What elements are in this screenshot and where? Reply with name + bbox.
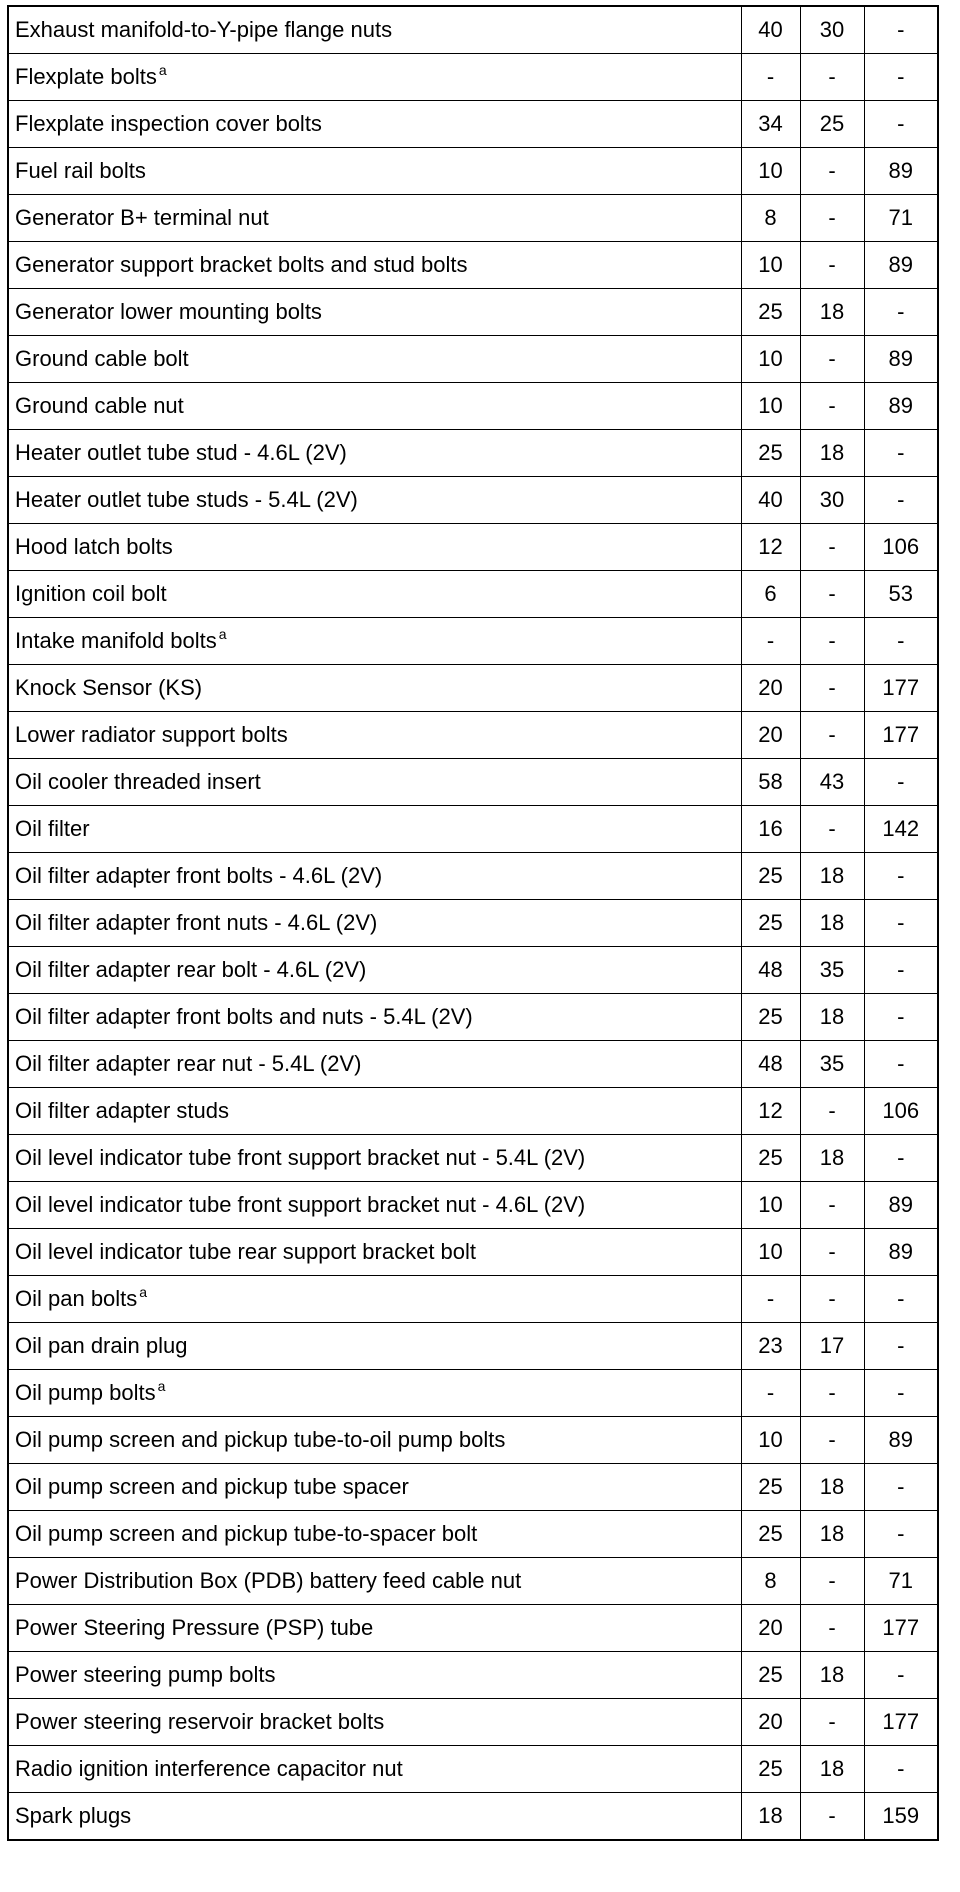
torque-lbft-cell: -: [800, 148, 864, 195]
component-description-cell: [8, 1229, 741, 1276]
table-row: [8, 712, 938, 759]
torque-lbft-cell: -: [800, 1088, 864, 1135]
torque-lbin-cell: -: [864, 477, 938, 524]
torque-lbin-cell: -: [864, 759, 938, 806]
torque-lbin-cell: -: [864, 1370, 938, 1417]
component-description-cell: [8, 665, 741, 712]
torque-nm-cell: -: [741, 1276, 800, 1323]
torque-nm-cell: 20: [741, 1605, 800, 1652]
component-description: Power steering pump bolts: [15, 1662, 276, 1687]
component-description: Oil pump bolts: [15, 1380, 156, 1405]
component-description: Intake manifold bolts: [15, 628, 217, 653]
component-description-cell: [8, 195, 741, 242]
table-row: [8, 477, 938, 524]
torque-lbin-cell: -: [864, 1135, 938, 1182]
torque-lbft-cell: -: [800, 524, 864, 571]
component-description-cell: [8, 1041, 741, 1088]
torque-lbin-cell: -: [864, 1323, 938, 1370]
torque-lbin-cell: 177: [864, 1699, 938, 1746]
torque-nm-cell: 20: [741, 665, 800, 712]
component-description-cell: [8, 571, 741, 618]
component-description-cell: [8, 1746, 741, 1793]
torque-lbft-cell: -: [800, 1605, 864, 1652]
component-description-cell: [8, 1793, 741, 1841]
component-description: Exhaust manifold-to-Y-pipe flange nuts: [15, 17, 393, 42]
component-description: Oil filter adapter rear nut - 5.4L (2V): [15, 1051, 362, 1076]
torque-lbft-cell: -: [800, 383, 864, 430]
torque-lbft-cell: -: [800, 1793, 864, 1841]
torque-nm-cell: 20: [741, 712, 800, 759]
component-description: Oil pan drain plug: [15, 1333, 188, 1358]
table-row: [8, 336, 938, 383]
component-description: Oil level indicator tube front support bracket nut - 4.6L (2V): [15, 1192, 586, 1217]
component-description-cell: [8, 1276, 741, 1323]
component-description-cell: [8, 1464, 741, 1511]
torque-lbin-cell: 106: [864, 1088, 938, 1135]
torque-lbin-cell: 142: [864, 806, 938, 853]
component-description-cell: [8, 54, 741, 101]
torque-lbin-cell: 159: [864, 1793, 938, 1841]
component-description: Radio ignition interference capacitor nut: [15, 1756, 403, 1781]
torque-nm-cell: 18: [741, 1793, 800, 1841]
torque-nm-cell: -: [741, 618, 800, 665]
torque-lbft-cell: 18: [800, 853, 864, 900]
torque-lbin-cell: 89: [864, 148, 938, 195]
torque-lbin-cell: -: [864, 1041, 938, 1088]
torque-lbin-cell: 71: [864, 1558, 938, 1605]
table-row: [8, 900, 938, 947]
torque-lbin-cell: 89: [864, 1182, 938, 1229]
torque-lbft-cell: 18: [800, 1511, 864, 1558]
torque-nm-cell: 25: [741, 1135, 800, 1182]
torque-lbin-cell: 89: [864, 336, 938, 383]
torque-lbin-cell: 89: [864, 1417, 938, 1464]
component-description: Ignition coil bolt: [15, 581, 167, 606]
component-description-cell: [8, 947, 741, 994]
torque-lbin-cell: -: [864, 1511, 938, 1558]
component-description-cell: [8, 806, 741, 853]
torque-lbin-cell: -: [864, 947, 938, 994]
component-description: Oil filter adapter front bolts and nuts - 5.4L (2V): [15, 1004, 473, 1029]
table-row: [8, 289, 938, 336]
component-description-cell: [8, 1652, 741, 1699]
torque-nm-cell: 10: [741, 1229, 800, 1276]
torque-lbft-cell: 18: [800, 994, 864, 1041]
torque-lbft-cell: 17: [800, 1323, 864, 1370]
torque-lbft-cell: 35: [800, 1041, 864, 1088]
table-row: [8, 1323, 938, 1370]
torque-nm-cell: 34: [741, 101, 800, 148]
component-description: Generator B+ terminal nut: [15, 205, 269, 230]
component-description-cell: [8, 101, 741, 148]
torque-lbin-cell: -: [864, 6, 938, 54]
component-description: Oil pump screen and pickup tube spacer: [15, 1474, 409, 1499]
torque-lbin-cell: 71: [864, 195, 938, 242]
table-row: [8, 54, 938, 101]
torque-nm-cell: 10: [741, 148, 800, 195]
torque-lbin-cell: 89: [864, 383, 938, 430]
component-description: Oil pump screen and pickup tube-to-oil pump bolts: [15, 1427, 506, 1452]
torque-lbin-cell: 106: [864, 524, 938, 571]
component-description-cell: [8, 289, 741, 336]
torque-lbft-cell: -: [800, 571, 864, 618]
component-description: Spark plugs: [15, 1803, 132, 1828]
torque-lbin-cell: 53: [864, 571, 938, 618]
torque-lbft-cell: -: [800, 1182, 864, 1229]
table-row: [8, 1605, 938, 1652]
component-description-cell: [8, 1511, 741, 1558]
component-description: Generator support bracket bolts and stud bolts: [15, 252, 468, 277]
table-row: [8, 383, 938, 430]
component-description-cell: [8, 1088, 741, 1135]
torque-lbin-cell: -: [864, 430, 938, 477]
component-description: Oil filter adapter front bolts - 4.6L (2V): [15, 863, 383, 888]
torque-lbin-cell: 177: [864, 1605, 938, 1652]
component-description-cell: [8, 1370, 741, 1417]
component-description-cell: [8, 430, 741, 477]
torque-lbin-cell: 89: [864, 242, 938, 289]
torque-nm-cell: 23: [741, 1323, 800, 1370]
torque-nm-cell: 10: [741, 242, 800, 289]
component-description-cell: [8, 242, 741, 289]
torque-lbin-cell: -: [864, 1276, 938, 1323]
component-description: Oil pump screen and pickup tube-to-spacer bolt: [15, 1521, 478, 1546]
table-row: [8, 759, 938, 806]
torque-nm-cell: 10: [741, 1182, 800, 1229]
component-description: Power steering reservoir bracket bolts: [15, 1709, 385, 1734]
torque-lbft-cell: 18: [800, 289, 864, 336]
torque-lbft-cell: -: [800, 54, 864, 101]
component-description-cell: [8, 477, 741, 524]
component-description: Power Steering Pressure (PSP) tube: [15, 1615, 374, 1640]
torque-nm-cell: 25: [741, 1746, 800, 1793]
torque-lbft-cell: 18: [800, 430, 864, 477]
table-row: [8, 1652, 938, 1699]
torque-lbft-cell: -: [800, 665, 864, 712]
table-row: [8, 101, 938, 148]
component-description-cell: [8, 900, 741, 947]
component-description: Flexplate bolts: [15, 64, 157, 89]
table-row: [8, 524, 938, 571]
torque-lbft-cell: 18: [800, 1135, 864, 1182]
component-description: Oil filter adapter rear bolt - 4.6L (2V): [15, 957, 367, 982]
torque-nm-cell: 10: [741, 1417, 800, 1464]
torque-nm-cell: 40: [741, 477, 800, 524]
torque-lbft-cell: -: [800, 1276, 864, 1323]
component-description: Hood latch bolts: [15, 534, 173, 559]
table-row: [8, 806, 938, 853]
torque-nm-cell: 12: [741, 1088, 800, 1135]
component-description-cell: [8, 383, 741, 430]
component-description: Knock Sensor (KS): [15, 675, 203, 700]
component-description-cell: [8, 1558, 741, 1605]
table-row: [8, 1699, 938, 1746]
torque-nm-cell: 25: [741, 1511, 800, 1558]
footnote-marker: a: [218, 626, 227, 642]
table-row: [8, 947, 938, 994]
component-description: Heater outlet tube studs - 5.4L (2V): [15, 487, 358, 512]
table-row: [8, 1182, 938, 1229]
component-description: Heater outlet tube stud - 4.6L (2V): [15, 440, 347, 465]
torque-nm-cell: 25: [741, 900, 800, 947]
table-row: [8, 1464, 938, 1511]
table-row: [8, 571, 938, 618]
torque-lbin-cell: -: [864, 853, 938, 900]
torque-lbft-cell: -: [800, 712, 864, 759]
torque-nm-cell: 48: [741, 1041, 800, 1088]
torque-lbft-cell: 30: [800, 477, 864, 524]
torque-lbft-cell: -: [800, 1229, 864, 1276]
torque-lbin-cell: 177: [864, 712, 938, 759]
table-row: [8, 148, 938, 195]
component-description-cell: [8, 853, 741, 900]
component-description: Oil filter adapter studs: [15, 1098, 229, 1123]
component-description: Oil filter adapter front nuts - 4.6L (2V): [15, 910, 378, 935]
torque-table-body: [8, 6, 938, 1840]
torque-nm-cell: 10: [741, 336, 800, 383]
table-row: [8, 1417, 938, 1464]
torque-nm-cell: 25: [741, 1652, 800, 1699]
component-description-cell: [8, 1417, 741, 1464]
torque-nm-cell: 12: [741, 524, 800, 571]
component-description-cell: [8, 759, 741, 806]
component-description: Oil level indicator tube rear support bracket bolt: [15, 1239, 477, 1264]
torque-nm-cell: 8: [741, 1558, 800, 1605]
torque-lbft-cell: 30: [800, 6, 864, 54]
torque-lbft-cell: -: [800, 1558, 864, 1605]
component-description-cell: [8, 148, 741, 195]
footnote-marker: a: [139, 1284, 148, 1300]
component-description-cell: [8, 1182, 741, 1229]
torque-lbft-cell: 18: [800, 1652, 864, 1699]
torque-nm-cell: 48: [741, 947, 800, 994]
torque-lbft-cell: 35: [800, 947, 864, 994]
component-description: Generator lower mounting bolts: [15, 299, 322, 324]
component-description: Fuel rail bolts: [15, 158, 146, 183]
table-row: [8, 1041, 938, 1088]
torque-nm-cell: 40: [741, 6, 800, 54]
component-description-cell: [8, 1323, 741, 1370]
torque-lbft-cell: -: [800, 1370, 864, 1417]
component-description-cell: [8, 6, 741, 54]
torque-nm-cell: 25: [741, 289, 800, 336]
component-description: Ground cable bolt: [15, 346, 189, 371]
table-row: [8, 1088, 938, 1135]
torque-lbin-cell: 177: [864, 665, 938, 712]
table-row: [8, 1558, 938, 1605]
component-description: Oil level indicator tube front support bracket nut - 5.4L (2V): [15, 1145, 586, 1170]
component-description: Oil filter: [15, 816, 90, 841]
component-description-cell: [8, 618, 741, 665]
footnote-marker: a: [157, 1378, 166, 1394]
component-description: Ground cable nut: [15, 393, 184, 418]
component-description: Flexplate inspection cover bolts: [15, 111, 322, 136]
torque-lbin-cell: -: [864, 994, 938, 1041]
torque-nm-cell: -: [741, 54, 800, 101]
table-row: [8, 1746, 938, 1793]
component-description: Lower radiator support bolts: [15, 722, 288, 747]
component-description-cell: [8, 1135, 741, 1182]
torque-lbin-cell: 89: [864, 1229, 938, 1276]
torque-lbft-cell: -: [800, 806, 864, 853]
torque-lbft-cell: 25: [800, 101, 864, 148]
torque-lbin-cell: -: [864, 101, 938, 148]
component-description-cell: [8, 1699, 741, 1746]
table-row: [8, 1229, 938, 1276]
torque-nm-cell: 16: [741, 806, 800, 853]
component-description: Oil pan bolts: [15, 1286, 138, 1311]
torque-lbin-cell: -: [864, 618, 938, 665]
table-row: [8, 242, 938, 289]
torque-lbin-cell: -: [864, 900, 938, 947]
table-row: [8, 195, 938, 242]
component-description-cell: [8, 336, 741, 383]
torque-lbft-cell: 18: [800, 1464, 864, 1511]
torque-lbft-cell: 43: [800, 759, 864, 806]
torque-nm-cell: -: [741, 1370, 800, 1417]
torque-nm-cell: 25: [741, 1464, 800, 1511]
component-description-cell: [8, 994, 741, 1041]
table-row: [8, 1793, 938, 1841]
torque-lbft-cell: 18: [800, 900, 864, 947]
torque-lbft-cell: 18: [800, 1746, 864, 1793]
component-description-cell: [8, 1605, 741, 1652]
table-row: [8, 1276, 938, 1323]
torque-lbft-cell: -: [800, 242, 864, 289]
torque-nm-cell: 25: [741, 430, 800, 477]
torque-nm-cell: 20: [741, 1699, 800, 1746]
torque-lbin-cell: -: [864, 1652, 938, 1699]
table-row: [8, 618, 938, 665]
torque-lbin-cell: -: [864, 1746, 938, 1793]
table-row: [8, 1135, 938, 1182]
table-row: [8, 6, 938, 54]
torque-nm-cell: 6: [741, 571, 800, 618]
component-description: Power Distribution Box (PDB) battery feed cable nut: [15, 1568, 522, 1593]
table-row: [8, 1370, 938, 1417]
component-description: Oil cooler threaded insert: [15, 769, 261, 794]
table-row: [8, 665, 938, 712]
torque-lbin-cell: -: [864, 1464, 938, 1511]
torque-nm-cell: 25: [741, 994, 800, 1041]
table-row: [8, 1511, 938, 1558]
torque-nm-cell: 8: [741, 195, 800, 242]
torque-lbft-cell: -: [800, 1699, 864, 1746]
torque-lbft-cell: -: [800, 336, 864, 383]
component-description-cell: [8, 524, 741, 571]
torque-lbft-cell: -: [800, 1417, 864, 1464]
torque-nm-cell: 10: [741, 383, 800, 430]
torque-lbin-cell: -: [864, 289, 938, 336]
table-row: [8, 994, 938, 1041]
table-row: [8, 853, 938, 900]
component-description-cell: [8, 712, 741, 759]
torque-lbft-cell: -: [800, 618, 864, 665]
torque-lbin-cell: -: [864, 54, 938, 101]
torque-nm-cell: 25: [741, 853, 800, 900]
torque-lbft-cell: -: [800, 195, 864, 242]
footnote-marker: a: [158, 62, 167, 78]
table-row: [8, 430, 938, 477]
torque-specification-table: [7, 5, 939, 1841]
torque-nm-cell: 58: [741, 759, 800, 806]
